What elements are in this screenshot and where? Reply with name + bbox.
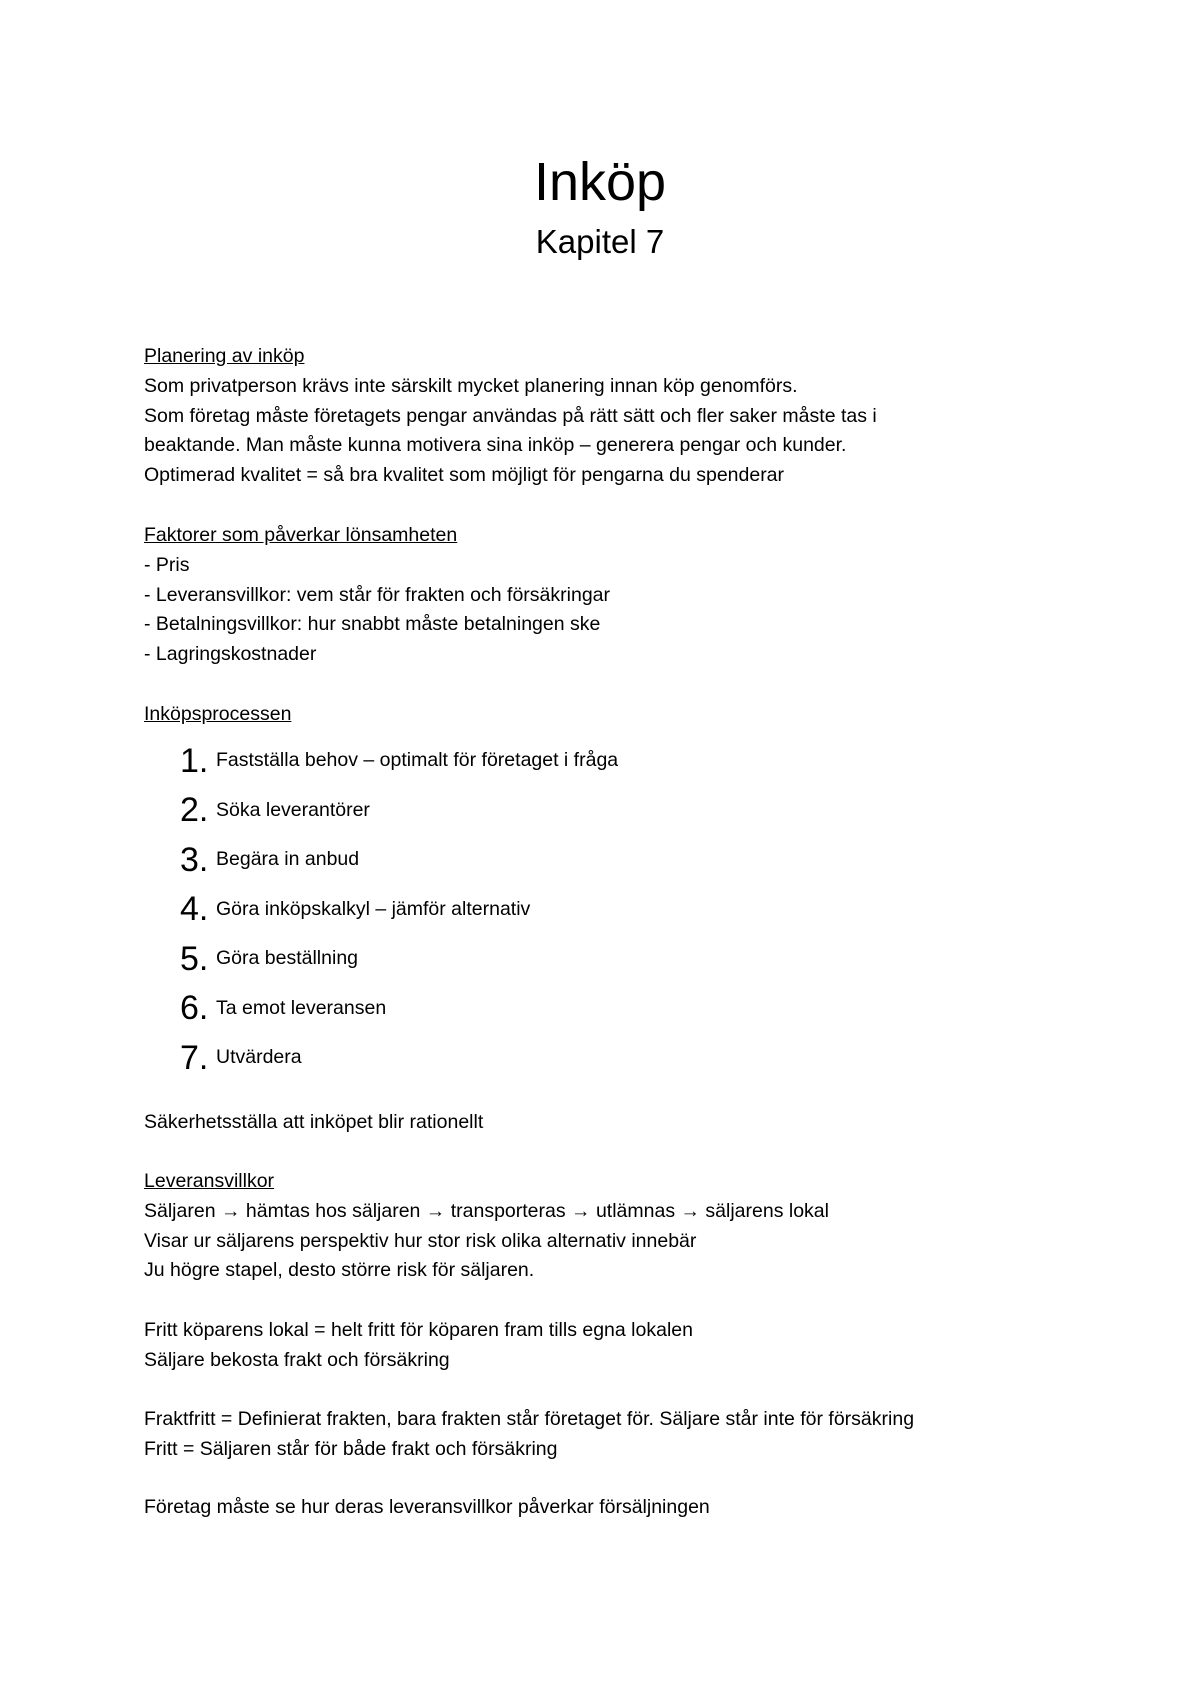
step-number: 1. (180, 741, 209, 780)
paragraph-line: Visar ur säljarens perspektiv hur stor risk olika alternativ innebär (144, 1229, 697, 1252)
step-number: 4. (180, 890, 209, 929)
paragraph-line: Som företag måste företagets pengar användas på rätt sätt och fler saker måste tas i (144, 404, 877, 427)
process-conclusion (144, 1108, 1104, 1138)
paragraph-line: Ju högre stapel, desto större risk för säljaren. (144, 1259, 535, 1282)
section-heading: Leveransvillkor (144, 1170, 275, 1192)
list-item: - Betalningsvillkor: hur snabbt måste betalningen ske (144, 613, 601, 636)
paragraph-line: Som privatperson krävs inte särskilt mycket planering innan köp genomförs. (144, 374, 798, 397)
section-fritt-lokal (144, 1316, 1104, 1376)
list-item: - Pris (144, 553, 190, 576)
section-planering (144, 342, 1104, 491)
list-item (180, 1033, 618, 1083)
paragraph-line: Fritt köparens lokal = helt fritt för köparen fram tills egna lokalen (144, 1319, 693, 1341)
list-item (180, 934, 618, 984)
section-faktorer (144, 521, 1104, 670)
document-title: Inköp (533, 152, 667, 212)
step-text: Göra inköpskalkyl – jämför alternativ (216, 897, 531, 920)
list-item (180, 736, 618, 786)
section-heading: Inköpsprocessen (144, 703, 292, 725)
list-item (180, 786, 618, 836)
section-process (144, 700, 1104, 730)
list-item (180, 885, 618, 935)
section-heading: Planering av inköp (144, 345, 305, 367)
paragraph-line: Fritt = Säljaren står för både frakt och försäkring (144, 1437, 558, 1460)
list-item (180, 835, 618, 885)
section-leverans (144, 1167, 1104, 1286)
step-text: Begära in anbud (216, 848, 360, 871)
step-text: Fastställa behov – optimalt för företaget i fråga (216, 749, 619, 772)
list-item: - Leveransvillkor: vem står för frakten och försäkringar (144, 583, 611, 606)
paragraph-line: Optimerad kvalitet = så bra kvalitet som möjligt för pengarna du spenderar (144, 464, 785, 487)
process-steps-list (180, 736, 618, 1083)
section-final (144, 1493, 1104, 1523)
step-number: 5. (180, 939, 209, 978)
step-text: Söka leverantörer (216, 798, 370, 821)
paragraph-line: Företag måste se hur deras leveransvillkor påverkar försäljningen (144, 1496, 710, 1518)
section-heading: Faktorer som påverkar lönsamheten (144, 524, 458, 546)
step-text: Ta emot leveransen (216, 996, 387, 1019)
step-text: Utvärdera (216, 1046, 302, 1069)
step-number: 3. (180, 840, 209, 879)
section-fraktfritt (144, 1405, 1104, 1465)
step-number: 6. (180, 989, 209, 1028)
paragraph-line: Säljaren → hämtas hos säljaren → transporteras → utlämnas → säljarens lokal (144, 1199, 829, 1222)
paragraph-line: Säljare bekosta frakt och försäkring (144, 1348, 450, 1371)
paragraph-line: beaktande. Man måste kunna motivera sina inköp – generera pengar och kunder. (144, 434, 847, 457)
list-item: - Lagringskostnader (144, 643, 317, 666)
step-number: 2. (180, 791, 209, 830)
paragraph-line: Fraktfritt = Definierat frakten, bara frakten står företaget för. Säljare står inte för försäkring (144, 1408, 915, 1430)
list-item (180, 984, 618, 1034)
document-subtitle: Kapitel 7 (535, 223, 665, 260)
step-text: Göra beställning (216, 947, 359, 970)
paragraph-line: Säkerhetsställa att inköpet blir rationellt (144, 1111, 484, 1133)
step-number: 7. (180, 1038, 209, 1077)
